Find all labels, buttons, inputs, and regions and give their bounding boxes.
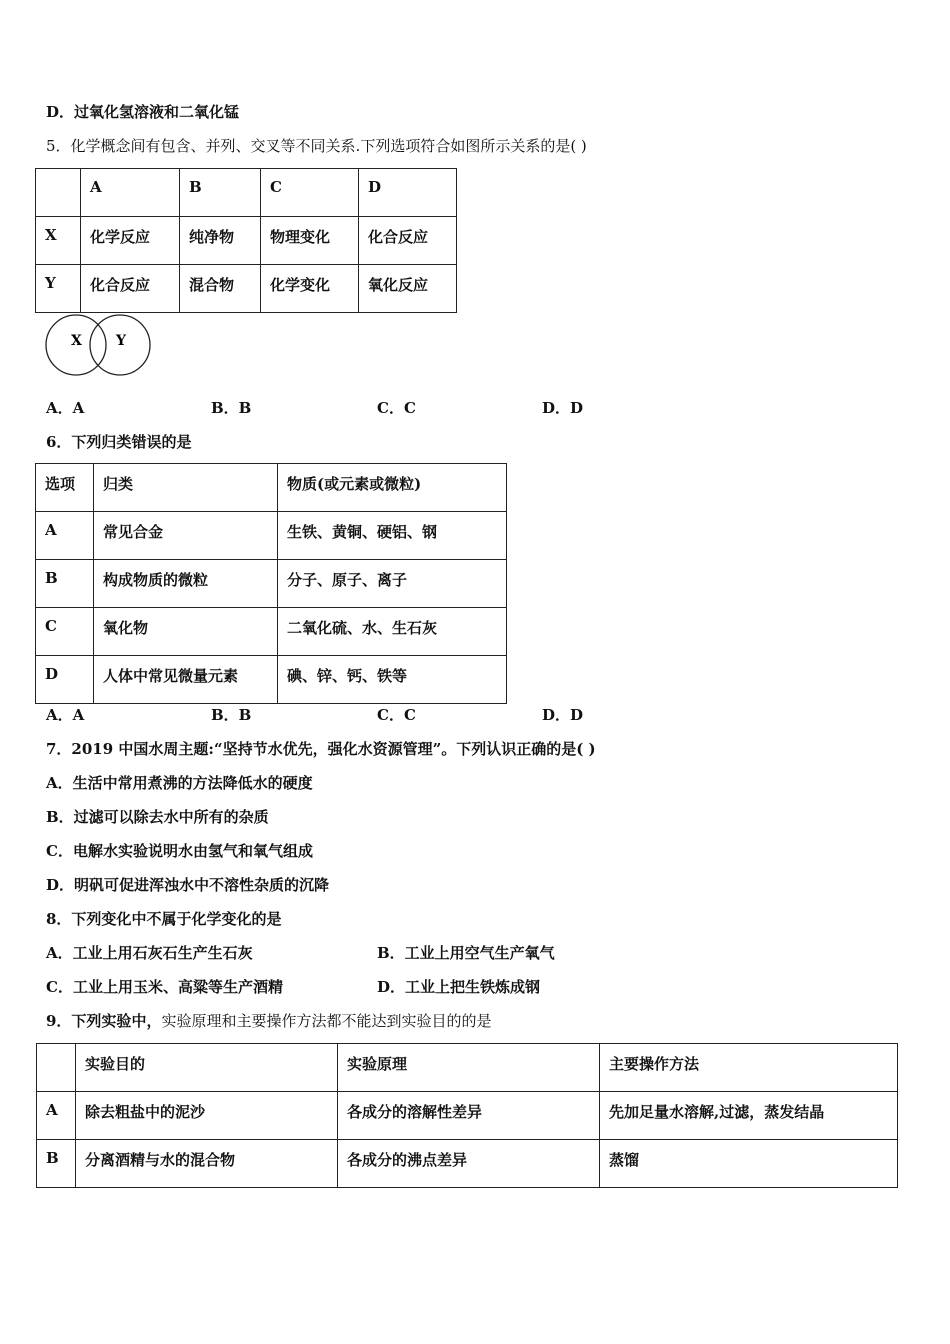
q6-cell: 构成物质的微粒 (94, 560, 278, 608)
q5-table-header (36, 169, 457, 217)
q6-cell: 人体中常见微量元素 (94, 656, 278, 704)
q5-header-cell: D (359, 169, 457, 217)
q9-stem-bold: 9．下列实验中， (46, 1012, 162, 1030)
q9-table-header (37, 1044, 898, 1092)
q7-option-d: D．明矾可促进浑浊水中不溶性杂质的沉降 (46, 876, 330, 894)
q6-cell: 分子、原子、离子 (278, 560, 507, 608)
q5-header-cell (36, 169, 81, 217)
q5-cell: X (36, 217, 81, 265)
table-row (36, 560, 507, 608)
q6-header-cell: 选项 (36, 464, 94, 512)
q7-option-b: B．过滤可以除去水中所有的杂质 (46, 808, 269, 826)
q6-option-a: A．A (46, 706, 85, 724)
q9-stem-normal: 实验原理和主要操作方法都不能达到实验目的的是 (161, 1012, 492, 1030)
q5-stem: 5．化学概念间有包含、并列、交叉等不同关系.下列选项符合如图所示关系的是( ) (46, 137, 587, 155)
q5-cell: Y (36, 265, 81, 313)
q9-cell: 先加足量水溶解,过滤，蒸发结晶 (600, 1092, 898, 1140)
q5-header-cell: B (180, 169, 261, 217)
q5-option-c: C．C (377, 399, 416, 417)
q6-option-b: B．B (211, 706, 252, 724)
q5-cell: 氧化反应 (359, 265, 457, 313)
q6-stem: 6．下列归类错误的是 (46, 433, 192, 451)
q6-cell: 常见合金 (94, 512, 278, 560)
q5-table (35, 168, 457, 313)
q5-cell: 混合物 (180, 265, 261, 313)
q6-table (35, 463, 507, 704)
q6-cell: D (36, 656, 94, 704)
q9-header-cell: 主要操作方法 (600, 1044, 898, 1092)
table-row (36, 512, 507, 560)
q6-header-cell: 物质(或元素或微粒) (278, 464, 507, 512)
q4-option-d: D．过氧化氢溶液和二氧化锰 (46, 103, 240, 121)
q7-stem: 7．2019 中国水周主题:“坚持节水优先，强化水资源管理”。下列认识正确的是( ) (46, 740, 596, 758)
q5-option-a: A．A (46, 399, 85, 417)
q8-option-d: D．工业上把生铁炼成钢 (377, 978, 541, 996)
q5-cell: 化合反应 (81, 265, 180, 313)
q5-cell: 物理变化 (261, 217, 359, 265)
q9-stem (46, 1011, 491, 1031)
q6-option-c: C．C (377, 706, 416, 724)
q6-cell: 生铁、黄铜、硬铝、钢 (278, 512, 507, 560)
q5-header-cell: A (81, 169, 180, 217)
q6-table-header (36, 464, 507, 512)
q6-header-cell: 归类 (94, 464, 278, 512)
q9-header-cell: 实验目的 (76, 1044, 338, 1092)
q5-cell: 化合反应 (359, 217, 457, 265)
q6-cell: 氧化物 (94, 608, 278, 656)
q9-cell: 分离酒精与水的混合物 (76, 1140, 338, 1188)
q9-header-cell (37, 1044, 76, 1092)
venn-label-x: X (71, 333, 82, 349)
table-row (36, 608, 507, 656)
q5-cell: 纯净物 (180, 217, 261, 265)
table-row (37, 1092, 898, 1140)
q7-option-c: C．电解水实验说明水由氢气和氧气组成 (46, 842, 313, 860)
q9-cell: 各成分的沸点差异 (338, 1140, 600, 1188)
q9-table (36, 1043, 898, 1188)
q6-cell: 二氧化硫、水、生石灰 (278, 608, 507, 656)
q9-cell: 除去粗盐中的泥沙 (76, 1092, 338, 1140)
q5-cell: 化学变化 (261, 265, 359, 313)
q9-cell: 各成分的溶解性差异 (338, 1092, 600, 1140)
table-row (36, 217, 457, 265)
table-row (36, 265, 457, 313)
q5-cell: 化学反应 (81, 217, 180, 265)
q5-header-cell: C (261, 169, 359, 217)
q5-option-b: B．B (211, 399, 252, 417)
q7-option-a: A．生活中常用煮沸的方法降低水的硬度 (46, 774, 313, 792)
q6-cell: B (36, 560, 94, 608)
q6-cell: C (36, 608, 94, 656)
venn-diagram (44, 312, 156, 380)
q8-stem: 8．下列变化中不属于化学变化的是 (46, 910, 282, 928)
table-row (36, 656, 507, 704)
q6-option-d: D．D (542, 706, 584, 724)
q9-header-cell: 实验原理 (338, 1044, 600, 1092)
q5-option-d: D．D (542, 399, 584, 417)
q6-cell: A (36, 512, 94, 560)
q8-option-c: C．工业上用玉米、高粱等生产酒精 (46, 978, 283, 996)
q8-option-a: A．工业上用石灰石生产生石灰 (46, 944, 253, 962)
q8-option-b: B．工业上用空气生产氧气 (377, 944, 555, 962)
q9-cell: 蒸馏 (600, 1140, 898, 1188)
q9-cell: B (37, 1140, 76, 1188)
venn-label-y: Y (116, 333, 126, 349)
q6-cell: 碘、锌、钙、铁等 (278, 656, 507, 704)
q9-cell: A (37, 1092, 76, 1140)
table-row (37, 1140, 898, 1188)
